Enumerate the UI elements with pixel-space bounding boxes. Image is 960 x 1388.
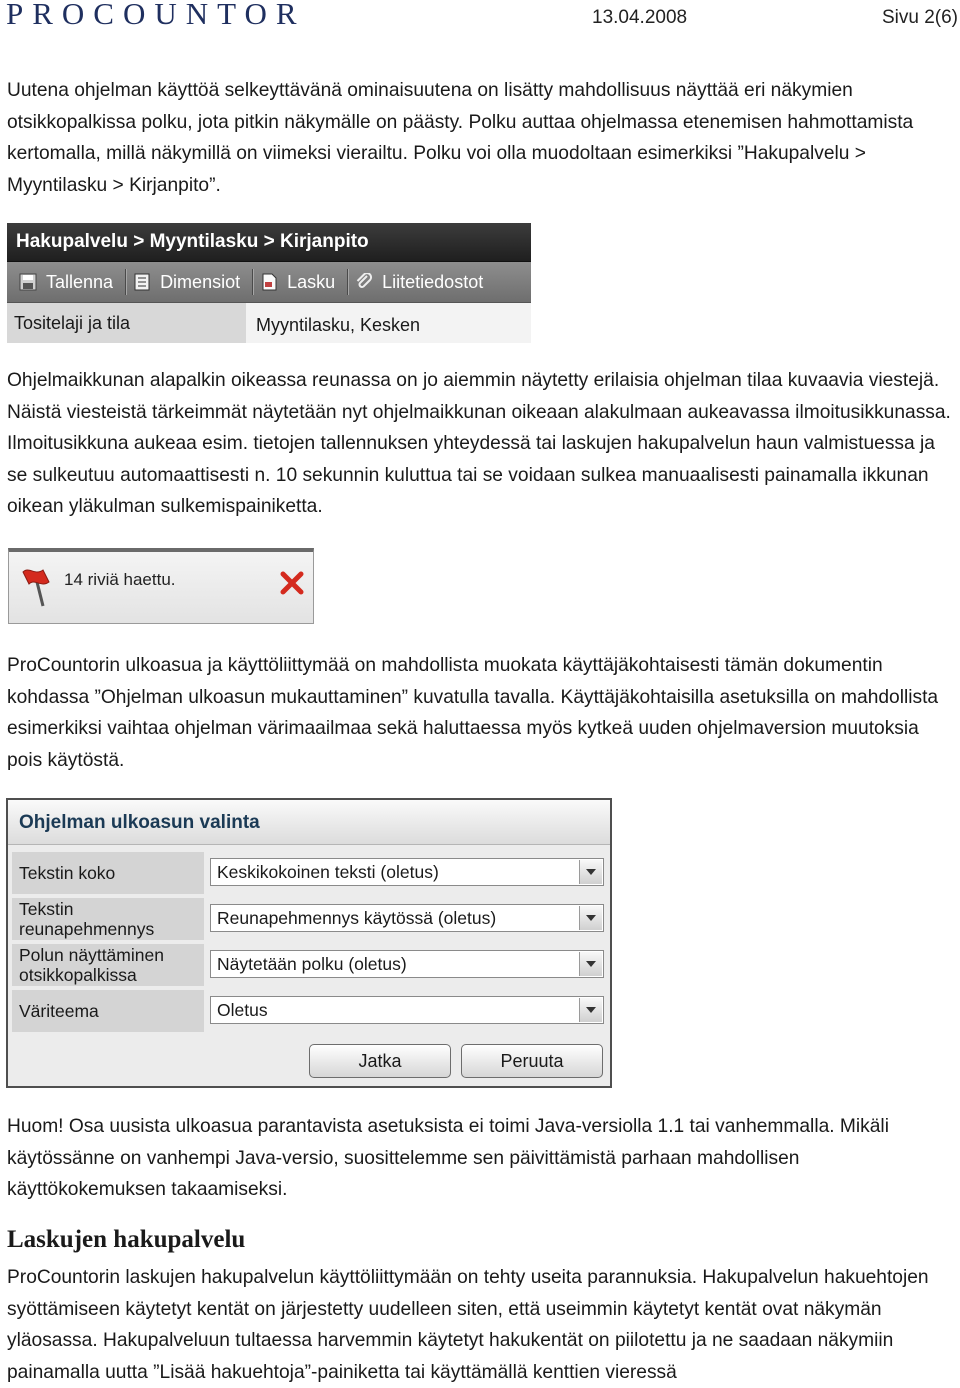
toolbar-separator	[125, 269, 127, 295]
page-header	[0, 0, 960, 40]
flag-icon	[19, 564, 55, 608]
notification-screenshot	[8, 548, 314, 624]
toolbar-attachments-button[interactable]	[353, 262, 491, 302]
select-value: Reunapehmennys käytössä (oletus)	[217, 908, 497, 928]
section-heading: Laskujen hakupalvelu	[7, 1226, 246, 1253]
dialog-title: Ohjelman ulkoasun valinta	[8, 800, 610, 845]
text-size-select[interactable]	[210, 858, 604, 886]
chevron-down-icon[interactable]	[579, 860, 602, 884]
setting-row-color-theme	[12, 990, 608, 1032]
setting-label: Tekstin koko	[12, 852, 204, 894]
continue-button[interactable]: Jatka	[309, 1044, 451, 1078]
chevron-down-icon[interactable]	[579, 906, 602, 930]
path-display-select[interactable]	[210, 950, 604, 978]
select-value: Keskikokoinen teksti (oletus)	[217, 862, 439, 882]
voucher-type-row	[7, 303, 531, 343]
list-icon	[133, 273, 151, 291]
voucher-type-label: Tositelaji ja tila	[7, 303, 246, 343]
toolbar-save-label: Tallenna	[46, 271, 114, 292]
chevron-down-icon[interactable]	[579, 952, 602, 976]
document-icon	[260, 273, 278, 291]
cancel-button[interactable]: Peruuta	[461, 1044, 603, 1078]
toolbar-dimensions-label: Dimensiot	[160, 271, 241, 292]
setting-row-text-size	[12, 852, 608, 894]
paragraph-notification-intro: Ohjelmaikkunan alapalkin oikeassa reunassa on jo aiemmin näytetty erilaisia ohjelman tilaa kuvaavia viestejä. Näistä viesteistä tärkeimmät näytetään nyt ohjelmaikkunan oikeaan alakulmaan aukeavassa ilmoitusikkunassa. Ilmoitusikkuna aukeaa esim. tietojen tallennuksen yhteydessä tai laskujen hakupalvelun haun valmistuessa ja se sulkeutuu automaattisesti n. 10 sekunnin kuluttua tai se voidaan sulkea manuaalisesti painamalla ikkunan oikean yläkulman sulkemispainiketta.	[7, 370, 951, 518]
toolbar-dimensions-button[interactable]	[131, 262, 248, 302]
appearance-settings-dialog	[6, 798, 612, 1088]
paragraph-java-note: Huom! Osa uusista ulkoasua parantavista asetuksista ei toimi Java-versiolla 1.1 tai vanhemmalla. Mikäli käytössänne on vanhempi Java-versio, suosittelemme sen päivittämistä parhaan mahdollisen käyttökokemuksen takaamiseksi.	[7, 1116, 889, 1201]
paragraph-search-service: ProCountorin laskujen hakupalvelun käyttöliittymään on tehty useita parannuksia. Hakupalvelun hakuehtojen syöttämiseen käytetyt kentät on järjestetty uudelleen siten, että useimmin käytetyt kentät ovat näkymän yläosassa. Hakupalveluun tultaessa harvemmin käytetyt hakukentät on piilotettu ja ne saadaan näkymiin painamalla uutta ”Lisää hakuehtoja”-painiketta tai käyttämällä kenttien vieressä	[7, 1267, 929, 1383]
toolbar-invoice-button[interactable]	[258, 262, 343, 302]
select-value: Näytetään polku (oletus)	[217, 954, 407, 974]
close-icon[interactable]	[279, 570, 305, 596]
chevron-down-icon[interactable]	[579, 998, 602, 1022]
header-page-number: Sivu 2(6)	[881, 7, 958, 28]
antialiasing-select[interactable]	[210, 904, 604, 932]
setting-row-antialiasing	[12, 898, 608, 940]
voucher-type-value: Myyntilasku, Kesken	[246, 303, 531, 343]
toolbar-attachments-label: Liitetiedostot	[382, 271, 484, 292]
header-date: 13.04.2008	[592, 7, 688, 28]
paperclip-icon	[355, 273, 373, 291]
paragraph-breadcrumb-intro: Uutena ohjelman käyttöä selkeyttävänä ominaisuutena on lisätty mahdollisuus näyttää eri näkymien otsikkopalkissa polku, jota pitkin näkymälle on päästy. Polku auttaa ohjelmassa etenemisen hahmottamista kertomalla, millä näkymillä on viimeksi vierailtu. Polku voi olla muodoltaan esimerkiksi ”Hakupalvelu > Myyntilasku > Kirjanpito”.	[7, 80, 914, 196]
paragraph-appearance-intro: ProCountorin ulkoasua ja käyttöliittymää on mahdollista muokata käyttäjäkohtaisesti tämän dokumentin kohdassa ”Ohjelman ulkoasun mukauttaminen” kuvatulla tavalla. Käyttäjäkohtaisilla asetuksilla on mahdollista esimerkiksi vaihtaa ohjelman värimaailmaa sekä haluttaessa myös kytkeä uuden ohjelmaversion muutoksia pois käytöstä.	[7, 655, 939, 771]
toolbar-separator	[347, 269, 349, 295]
toolbar	[7, 262, 531, 303]
select-value: Oletus	[217, 1000, 268, 1020]
setting-row-path-display	[12, 944, 608, 986]
setting-label: Väriteema	[12, 990, 204, 1032]
toolbar-invoice-label: Lasku	[287, 271, 336, 292]
breadcrumb-screenshot	[7, 223, 531, 343]
toolbar-separator	[252, 269, 254, 295]
color-theme-select[interactable]	[210, 996, 604, 1024]
setting-label: Polun näyttäminen otsikkopalkissa	[12, 944, 204, 986]
setting-label: Tekstin reunapehmennys	[12, 898, 204, 940]
title-bar-breadcrumb: Hakupalvelu > Myyntilasku > Kirjanpito	[7, 223, 531, 262]
save-icon	[19, 273, 37, 291]
procountor-logo: PROCOUNTOR	[6, 0, 306, 31]
toolbar-save-button[interactable]	[17, 262, 121, 302]
notification-message: 14 riviä haettu.	[64, 570, 176, 589]
